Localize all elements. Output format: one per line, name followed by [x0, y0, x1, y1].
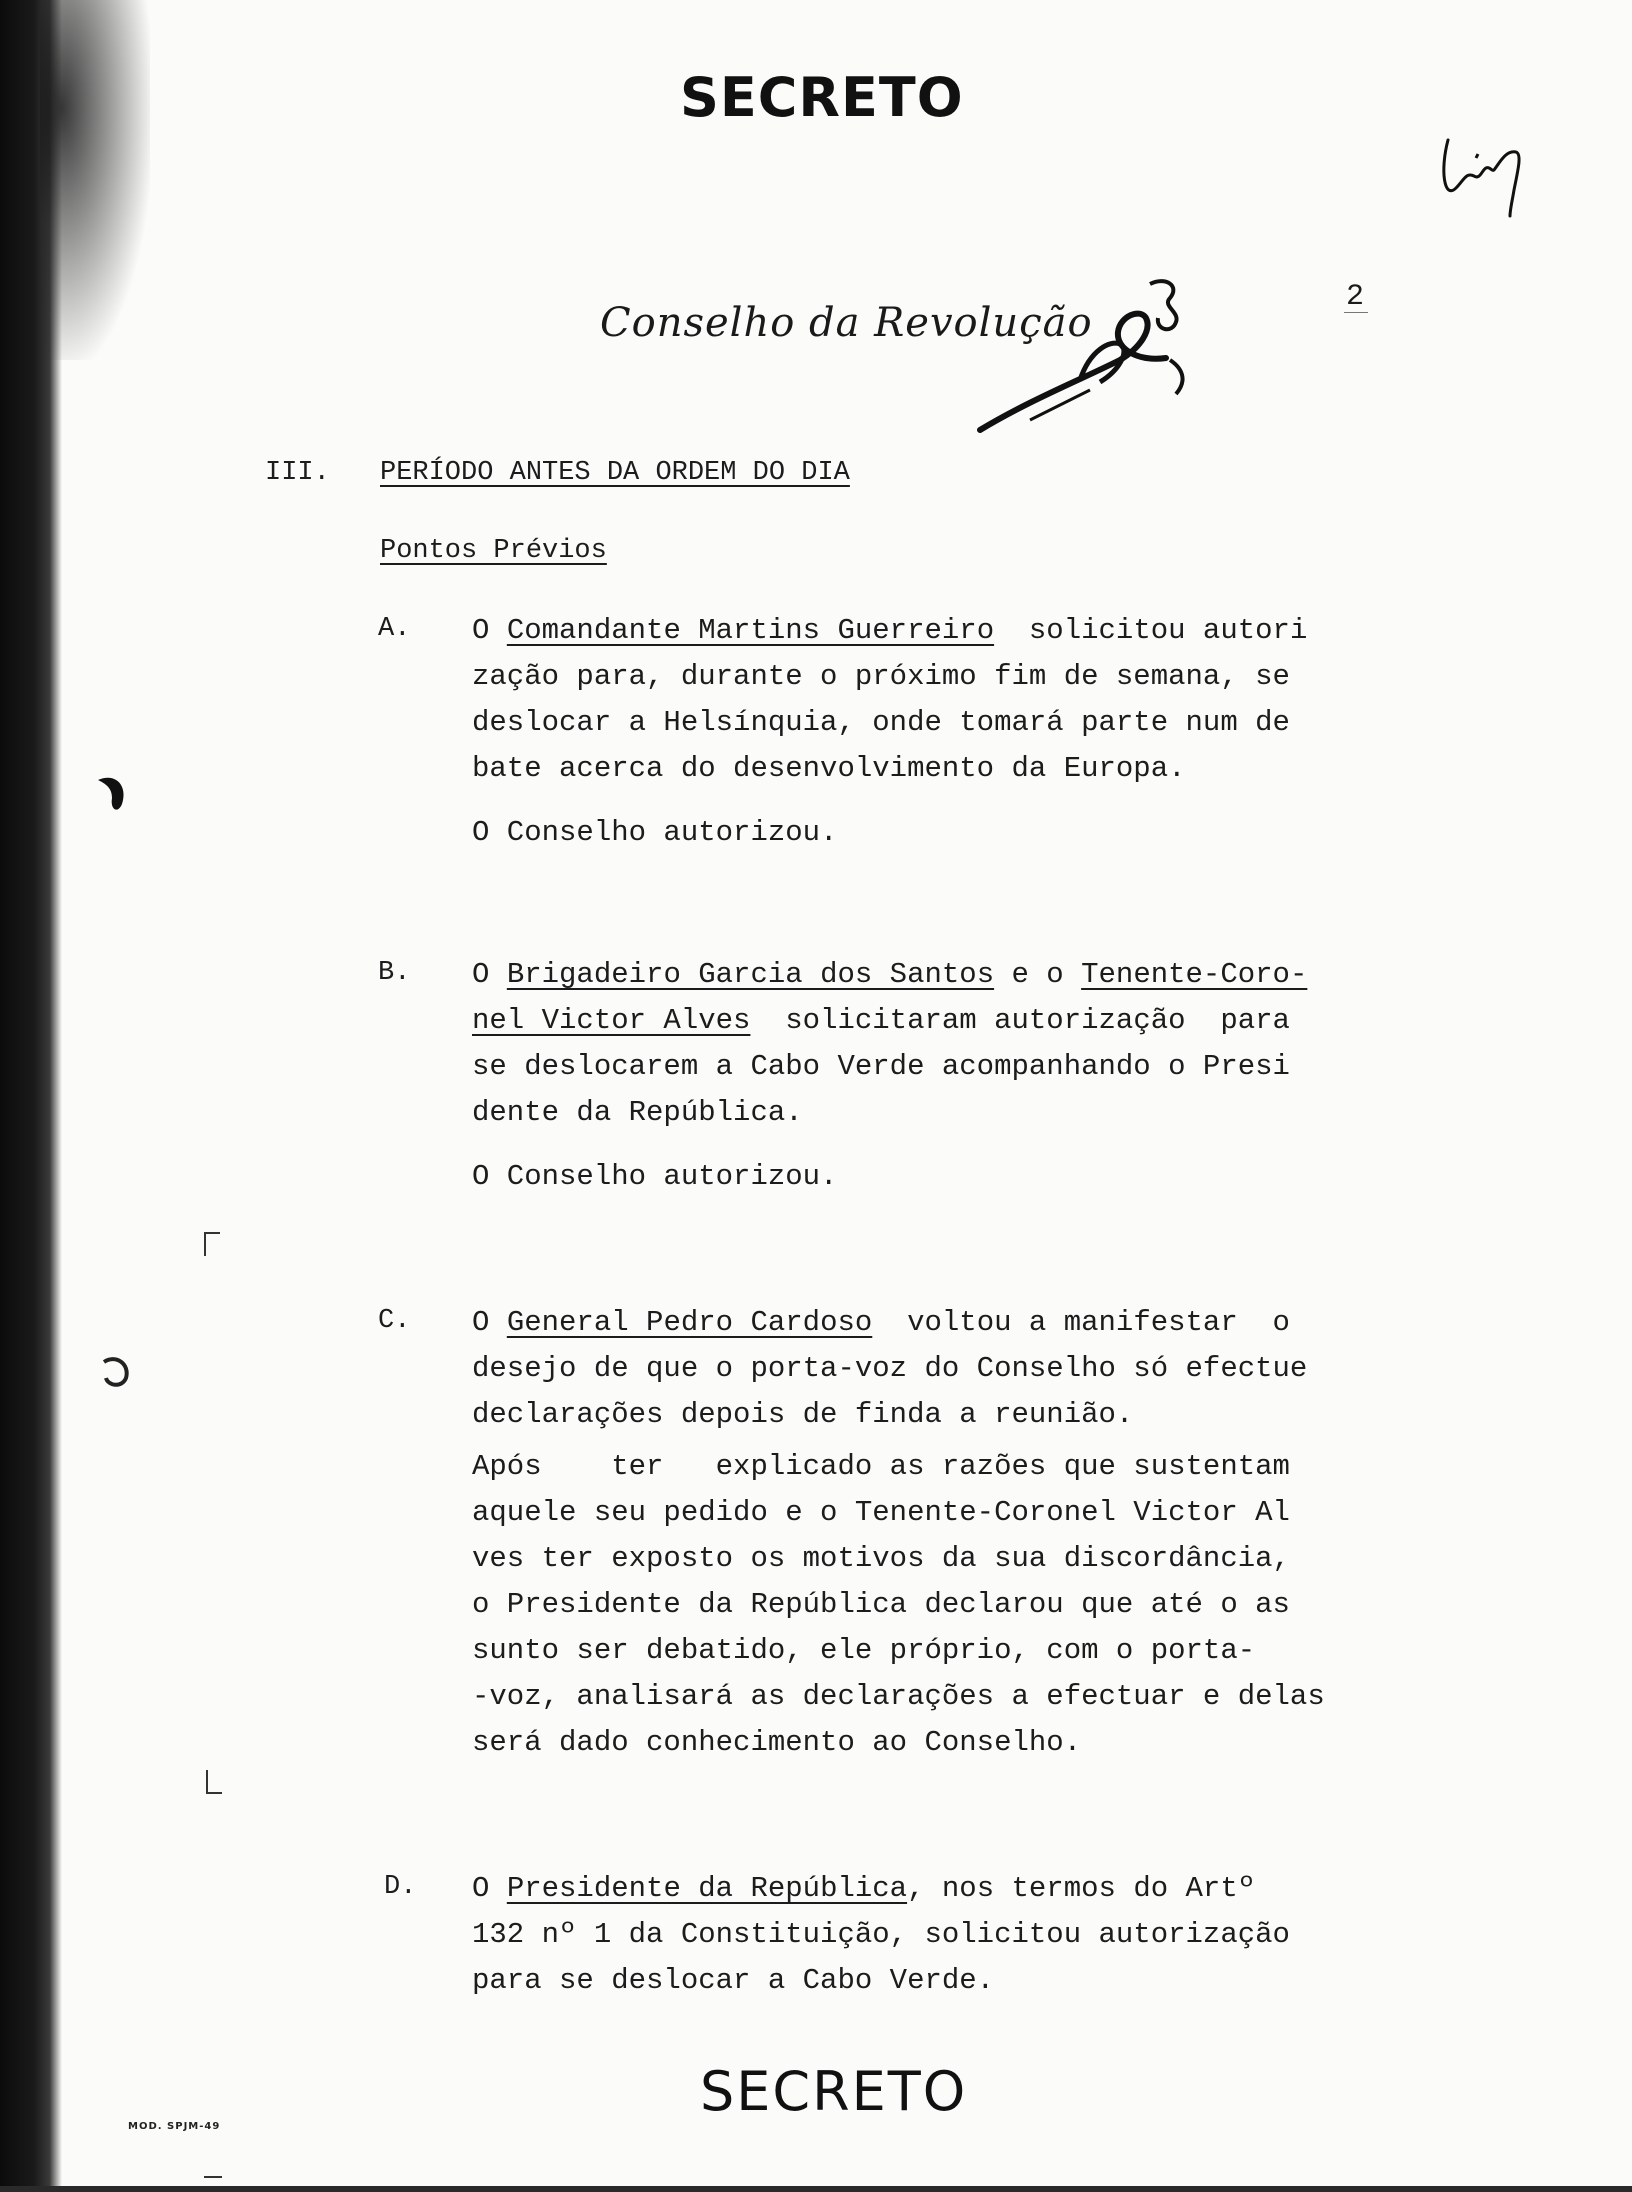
scan-smudge — [40, 0, 150, 360]
text-line: sunto ser debatido, ele próprio, com o porta- — [472, 1634, 1256, 1667]
item-letter: A. — [378, 614, 411, 644]
item-paragraph — [472, 1866, 1392, 2004]
text-line: O Comandante Martins Guerreiro solicitou autori — [472, 614, 1308, 647]
text-line: dente da República. — [472, 1096, 803, 1129]
text-line: desejo de que o porta-voz do Conselho só efectue — [472, 1352, 1308, 1385]
text-line: 132 nº 1 da Constituição, solicitou autorização — [472, 1918, 1290, 1951]
underlined-name: nel Victor Alves — [472, 1004, 751, 1037]
item-paragraph — [472, 1300, 1392, 1438]
text-line: zação para, durante o próximo fim de semana, se — [472, 660, 1290, 693]
underlined-name: Brigadeiro Garcia dos Santos — [506, 958, 995, 991]
underlined-name: Tenente-Coro- — [1081, 958, 1308, 991]
form-code: MOD. SPJM-49 — [128, 2121, 221, 2132]
item-decision: O Conselho autorizou. — [472, 816, 838, 849]
text-line: O Brigadeiro Garcia dos Santos e o Tenente-Coro- — [472, 958, 1308, 991]
item-decision: O Conselho autorizou. — [472, 1160, 838, 1193]
classification-stamp-top: SECRETO — [680, 66, 964, 129]
text-line: ves ter exposto os motivos da sua discordância, — [472, 1542, 1290, 1575]
page-number: 2 — [1346, 280, 1365, 314]
text-line: -voz, analisará as declarações a efectuar e delas — [472, 1680, 1325, 1713]
page-number-rule — [1344, 312, 1368, 313]
text-line: bate acerca do desenvolvimento da Europa. — [472, 752, 1186, 785]
classification-stamp-bottom: SECRETO — [700, 2060, 968, 2123]
item-paragraph — [472, 952, 1392, 1136]
item-continuation — [472, 1444, 1392, 1766]
section-title: PERÍODO ANTES DA ORDEM DO DIA — [380, 458, 850, 488]
handwritten-initials — [1430, 110, 1540, 220]
subheading: Pontos Prévios — [380, 536, 607, 566]
page-bottom-edge — [0, 2186, 1632, 2192]
text-line: declarações depois de finda a reunião. — [472, 1398, 1134, 1431]
handwritten-signature — [970, 270, 1210, 440]
registration-mark — [204, 2176, 222, 2178]
item-letter: C. — [378, 1306, 411, 1336]
text-line: se deslocarem a Cabo Verde acompanhando o Presi — [472, 1050, 1290, 1083]
text-line: O General Pedro Cardoso voltou a manifestar o — [472, 1306, 1290, 1339]
text-line: Após ter explicado as razões que sustentam — [472, 1450, 1290, 1483]
text-line: será dado conhecimento ao Conselho. — [472, 1726, 1082, 1759]
underlined-name: General Pedro Cardoso — [506, 1306, 873, 1339]
text-line: aquele seu pedido e o Tenente-Coronel Victor Al — [472, 1496, 1290, 1529]
text-line: para se deslocar a Cabo Verde. — [472, 1964, 995, 1997]
text-line: o Presidente da República declarou que até o as — [472, 1588, 1290, 1621]
item-paragraph — [472, 608, 1392, 792]
text-line: O Presidente da República, nos termos do Artº — [472, 1872, 1256, 1905]
text-line: deslocar a Helsínquia, onde tomará parte num de — [472, 706, 1290, 739]
letterhead: Conselho da Revolução — [600, 300, 1093, 346]
punch-hole-mark — [88, 770, 134, 816]
item-letter: D. — [384, 1872, 417, 1902]
punch-hole-mark — [96, 1350, 136, 1390]
section-number: III. — [265, 458, 330, 488]
item-letter: B. — [378, 958, 411, 988]
text-line: nel Victor Alves solicitaram autorização para — [472, 1004, 1290, 1037]
registration-mark — [204, 1232, 220, 1256]
registration-mark — [206, 1770, 222, 1794]
underlined-name: Comandante Martins Guerreiro — [506, 614, 995, 647]
underlined-name: Presidente da República — [506, 1872, 908, 1905]
